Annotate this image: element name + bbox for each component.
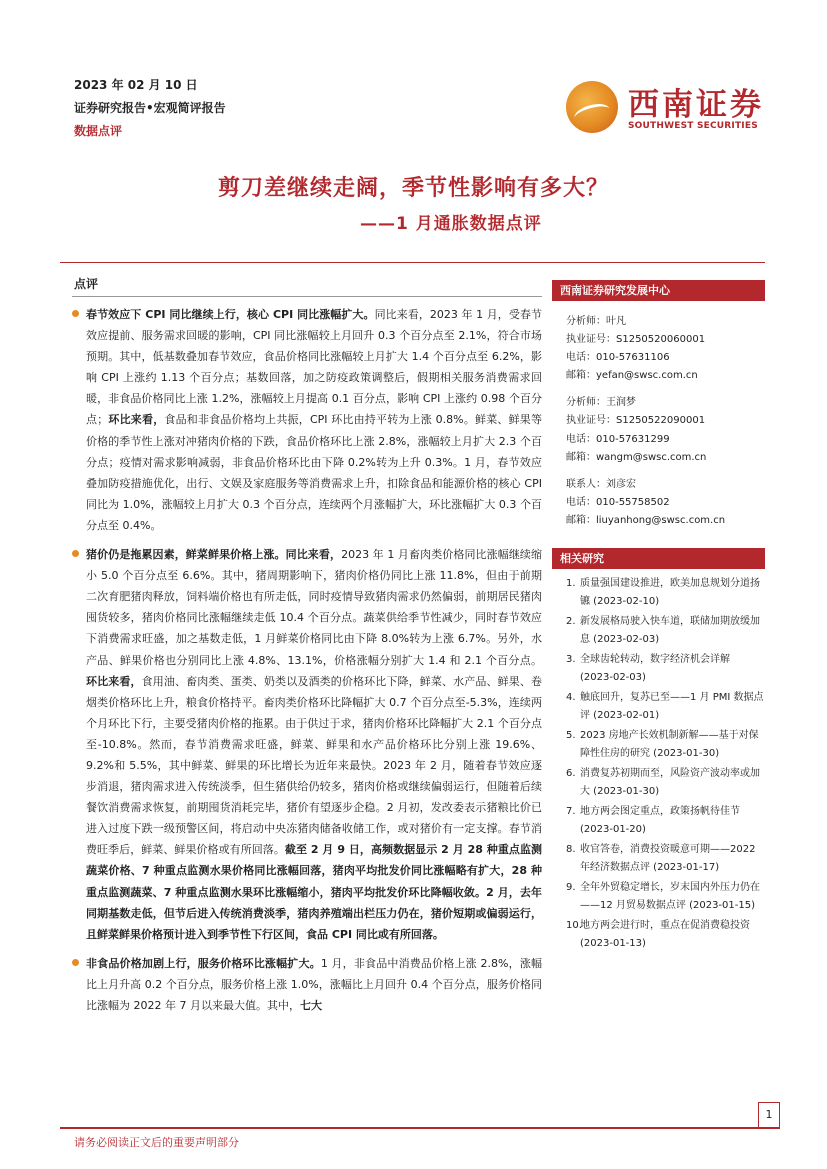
related-item[interactable]: 1. 质量强国建设推进，欧美加息规划分道扬镳 (2023-02-10)	[566, 578, 760, 608]
related-item[interactable]: 9. 全年外贸稳定增长，岁末国内外压力仍在——12 月贸易数据点评 (2023-01-15)	[566, 882, 760, 912]
paragraph-text: 1 月，非食品中消费品价格上涨 2.8%，涨幅比上月升高 0.2 个百分点，服务价格上涨 1.0%，涨幅比上月回升 0.4 个百分点，服务价格同比涨幅为 2022 年 7 月以来最大值。其中，	[86, 956, 543, 1012]
contact-name: 联系人：刘彦宏	[566, 478, 636, 490]
paragraph-lead: 非食品价格加剧上行，服务价格环比涨幅扩大。	[86, 956, 321, 970]
report-header	[74, 74, 226, 143]
page-number: 1	[758, 1102, 780, 1128]
paragraph-lead: 猪价仍是拖累因素，鲜菜鲜果价格上涨。同比来看，	[86, 548, 342, 562]
related-item[interactable]: 4. 触底回升，复苏已至——1 月 PMI 数据点评 (2023-02-01)	[566, 692, 764, 722]
related-item[interactable]: 7. 地方两会图定重点，政策扬帆待佳节 (2023-01-20)	[566, 806, 740, 836]
analyst-license: 执业证号：S1250520060001	[566, 334, 706, 346]
bullet-icon	[72, 550, 79, 557]
analyst-license: 执业证号：S1250522090001	[566, 415, 706, 427]
sidebar-center-title: 西南证券研究发展中心	[552, 280, 765, 301]
analyst-email[interactable]: 邮箱：yefan@swsc.com.cn	[566, 370, 698, 382]
related-item[interactable]: 3. 全球齿轮转动，数字经济机会详解 (2023-02-03)	[566, 654, 730, 684]
commentary-body	[72, 304, 542, 1024]
paragraph-text: 食品和非食品价格均上共振，CPI 环比由持平转为上涨 0.8%。鲜菜、鲜果等价格的季节性上涨对冲猪肉价格的下跌，食品价格环比上涨 2.8%，涨幅较上月扩大 2.3 个百分点；疫情对需求影响减弱，非食品价格环比由下降 0.2%转为上升 0.3%。1 月，春节效应叠加防疫措施优化，出行、文娱及家庭服务等消费需求上升，扣除食品和能源价格的核心 CPI 同比为 1.0%，涨幅较上月扩大 0.3 个百分点，连续两个月涨幅扩大，环比涨幅扩大 0.3 个百分点至 0.4%。	[86, 413, 543, 532]
logo-emblem-icon	[566, 81, 618, 133]
analyst-info	[552, 301, 765, 530]
contact-phone: 电话：010-55758502	[566, 496, 670, 508]
report-category: 数据点评	[74, 124, 123, 138]
analyst-phone: 电话：010-57631106	[566, 352, 670, 364]
related-item[interactable]: 10. 地方两会进行时，重点在促消费稳投资 (2023-01-13)	[566, 920, 750, 950]
analyst-name: 分析师：叶凡	[566, 316, 626, 327]
contact-email[interactable]: 邮箱：liuyanhong@swsc.com.cn	[566, 514, 726, 526]
paragraph-lead: 截至 2 月 9 日，高频数据显示 2 月 28 种重点监测蔬菜价格、7 种重点监测水果价格同比涨幅回落，猪肉平均批发价同比涨幅略有扩大，28 种重点监测蔬菜、7 种重点监测水果环比涨幅缩小，猪肉平均批发价环比降幅收敛。2 月，去年同期基数走低，但节后进入传统消费淡季，猪肉养殖端出栏压力仍在，猪价短期或偏弱运行，且鲜菜鲜果价格预计进入到季节性下行区间，食品 CPI 同比或有所回落。	[86, 843, 543, 941]
paragraph-text: 食用油、畜肉类、蛋类、奶类以及酒类的价格环比下降，鲜菜、水产品、鲜果、卷烟类价格环比上升，粮食价格持平。畜肉类价格环比降幅扩大 0.7 个百分点至-5.3%，连续两个月环比下行，主要受猪肉价格的拖累。由于供过于求，猪肉价格环比降幅扩大 2.1 个百分点至-10.8%。然而，春节消费需求旺盛，鲜菜、鲜果和水产品价格环比分别上涨 19.6%、9.2%和 5.5%，其中鲜菜、鲜果的环比增长为近年来最快。2023 年 2 月，随着春节效应逐步消退，猪肉需求进入传统淡季，但生猪供给仍较多，猪肉价格或继续偏弱运行，但随着后续餐饮消费需求恢复，前期囤货消耗完毕，猪价有望逐步企稳。2 月初，发改委表示猪粮比价已进入过度下跌一级预警区间，将启动中央冻猪肉储备收储工作，或对猪价有一定支撑。春节消费旺季后，鲜菜、鲜果价格或有所回落。	[86, 674, 542, 857]
logo-name-cn: 西南证券	[628, 87, 764, 123]
paragraph-lead: 环比来看，	[86, 674, 142, 688]
bullet-icon	[72, 959, 79, 966]
paragraph-3	[72, 953, 542, 1016]
bullet-icon	[72, 310, 79, 317]
logo-name-en: SOUTHWEST SECURITIES	[628, 121, 758, 131]
paragraph-lead: 环比来看，	[108, 413, 165, 427]
analyst-email[interactable]: 邮箱：wangm@swsc.com.cn	[566, 451, 707, 463]
related-item[interactable]: 6. 消费复苏初期而至，风险资产波动率或加大 (2023-01-30)	[566, 768, 760, 798]
analyst-name: 分析师：王润梦	[566, 397, 636, 409]
paragraph-lead: 七大	[299, 999, 322, 1012]
related-item[interactable]: 8. 收官答卷，消费投资暖意可期——2022 年经济数据点评 (2023-01-17)	[566, 844, 756, 874]
title-divider	[60, 262, 765, 263]
report-date: 2023 年 02 月 10 日	[74, 78, 198, 92]
company-logo	[566, 75, 766, 137]
report-title: 剪刀差继续走阔，季节性影响有多大？	[217, 176, 609, 201]
paragraph-text: 2023 年 1 月畜肉类价格同比涨幅继续缩小 5.0 个百分点至 6.6%。其中，猪周期影响下，猪肉价格仍同比上涨 11.8%，但由于前期二次育肥猪肉释放，饲料端价格也有所走低，同时疫情导致猪肉需求仍然偏弱，前期居民猪肉囤货较多，猪肉价格同比涨幅继续走低 10.4 个百分点。蔬菜供给季节性减少，同时春节效应下消费需求旺盛，加之基数走低，1 月鲜菜价格同比由下降 8.0%转为上涨 6.7%。另外，水产品、鲜果价格也分别同比上涨 4.8%、13.1%，价格涨幅分别扩大 1.4 和 2.1 个百分点。	[86, 548, 543, 667]
related-research-title: 相关研究	[552, 548, 765, 569]
paragraph-text: 同比来看，2023 年 1 月，受春节效应提前、服务需求回暖的影响，CPI 同比涨幅较上月回升 0.3 个百分点至 2.1%，符合市场预期。其中，低基数叠加春节效应，食品价格同比涨幅较上月扩大 1.4 个百分点至 6.2%，影响 CPI 上涨约 1.13 个百分点；基数回落，加之防疫政策调整后，假期相关服务消费需求回暖，非食品价格同比上涨 1.2%，涨幅较上月提高 0.1 百分点，影响 CPI 上涨约 0.98 个百分点；	[86, 308, 542, 427]
related-research-list	[552, 575, 765, 953]
report-type: 证券研究报告•宏观简评报告	[74, 101, 226, 115]
footer-divider	[60, 1127, 780, 1129]
related-item[interactable]: 2. 新发展格局驶入快车道，联储加期放缓加息 (2023-02-03)	[566, 616, 760, 646]
section-title: 点评	[74, 277, 99, 291]
paragraph-lead: 春节效应下 CPI 同比继续上行，核心 CPI 同比涨幅扩大。	[86, 308, 375, 321]
analyst-phone: 电话：010-57631299	[566, 433, 670, 445]
paragraph-1	[72, 304, 542, 536]
section-divider	[72, 296, 542, 297]
paragraph-2	[72, 544, 542, 945]
report-subtitle: ——1 月通胀数据点评	[360, 214, 542, 234]
footer-disclaimer: 请务必阅读正文后的重要声明部分	[74, 1136, 239, 1149]
sidebar	[552, 280, 765, 955]
related-item[interactable]: 5. 2023 房地产长效机制新解——基于对保障性住房的研究 (2023-01-30)	[566, 730, 759, 760]
